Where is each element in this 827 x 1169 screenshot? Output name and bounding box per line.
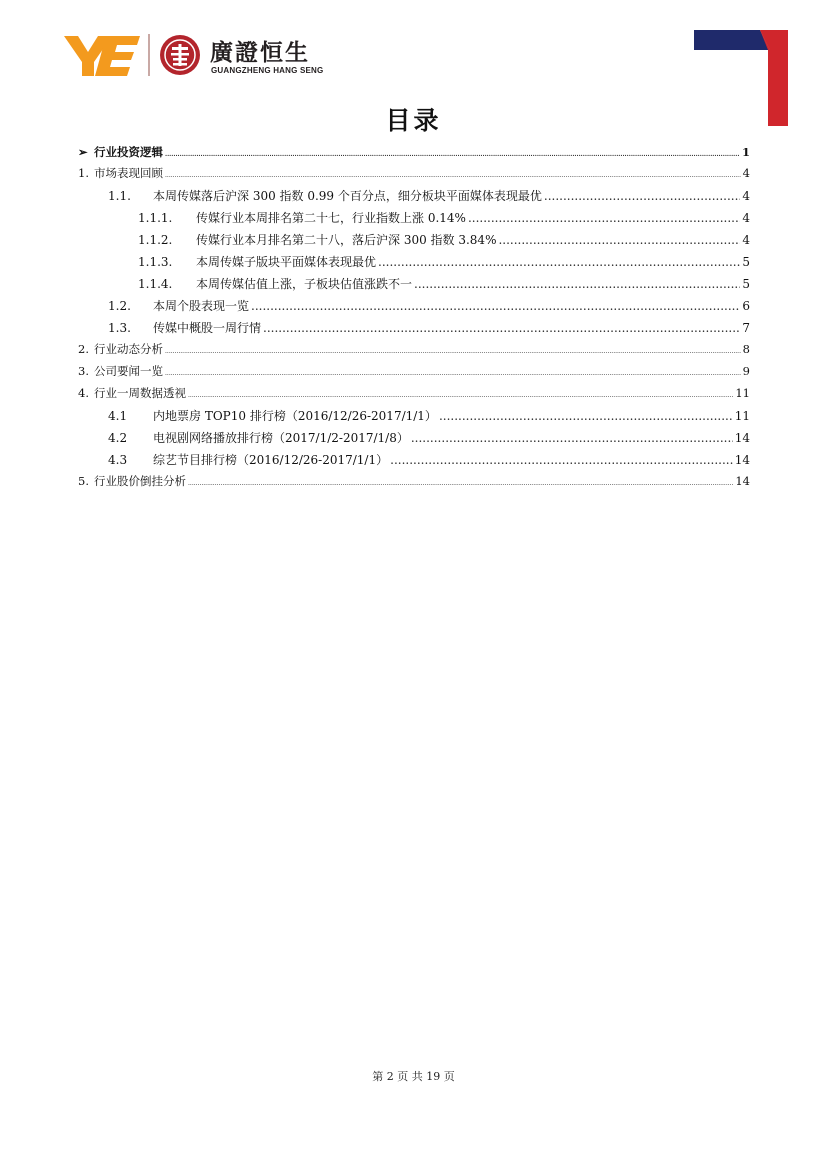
toc-leader-dots bbox=[165, 151, 740, 158]
toc-entry[interactable] bbox=[138, 253, 750, 270]
toc-entry-number: 1.1.4. bbox=[138, 277, 173, 291]
toc-entry-page: 9 bbox=[742, 364, 750, 378]
toc-entry[interactable] bbox=[108, 319, 750, 336]
toc-leader-dots bbox=[263, 321, 740, 335]
toc-entry-number: 1. bbox=[78, 166, 89, 180]
toc-entry[interactable] bbox=[108, 297, 750, 314]
toc-entry-page: 11 bbox=[735, 386, 750, 400]
toc-entry-title: 行业投资逻辑 bbox=[94, 145, 163, 159]
toc-entry[interactable] bbox=[108, 187, 750, 204]
toc-leader-dots bbox=[468, 211, 740, 225]
toc-leader-dots bbox=[188, 392, 733, 399]
toc-entry-page: 7 bbox=[742, 321, 750, 335]
toc-entry-title: 公司要闻一览 bbox=[94, 364, 163, 378]
seal-glyph-icon bbox=[160, 35, 200, 75]
toc-entry-number: 1.1.3. bbox=[138, 255, 173, 269]
toc-entry-title: 传媒行业本周排名第二十七，行业指数上涨 0.14% bbox=[196, 211, 466, 225]
toc-entry[interactable] bbox=[138, 209, 750, 226]
toc-entry-page: 4 bbox=[742, 211, 750, 225]
toc-leader-dots bbox=[414, 277, 740, 291]
toc-entry-title: 内地票房 TOP10 排行榜（2016/12/26-2017/1/1） bbox=[153, 409, 437, 423]
logo-english-name: GUANGZHENG HANG SENG bbox=[211, 66, 324, 75]
toc-entry-number: 5. bbox=[78, 474, 89, 488]
toc-entry[interactable] bbox=[78, 341, 750, 357]
toc-leader-dots bbox=[165, 172, 741, 179]
toc-entry[interactable] bbox=[78, 363, 750, 379]
toc-entry-page: 1 bbox=[741, 145, 750, 159]
toc-entry-number: 1.3. bbox=[108, 321, 131, 335]
toc-entry[interactable] bbox=[108, 451, 750, 468]
toc-title: 目录 bbox=[385, 106, 442, 135]
toc-entry[interactable] bbox=[78, 473, 750, 489]
toc-leader-dots bbox=[165, 348, 741, 355]
logo-divider bbox=[148, 34, 150, 76]
toc-entry-title: 行业股价倒挂分析 bbox=[94, 474, 186, 488]
company-logo bbox=[62, 32, 352, 80]
toc-entry-page: 6 bbox=[742, 299, 750, 313]
toc-entry-title: 传媒行业本月排名第二十八，落后沪深 300 指数 3.84% bbox=[196, 233, 497, 247]
toc-entry-page: 11 bbox=[734, 409, 750, 423]
toc-entry-title: 本周个股表现一览 bbox=[153, 299, 250, 313]
toc-entry[interactable] bbox=[138, 231, 750, 248]
toc-leader-dots bbox=[411, 431, 733, 445]
toc-entry-number: 4. bbox=[78, 386, 89, 400]
toc-leader-dots bbox=[378, 255, 740, 269]
toc-entry-number: 4.3 bbox=[108, 453, 128, 467]
toc-entry-title: 行业一周数据透视 bbox=[94, 386, 186, 400]
toc-entry-title: 电视剧网络播放排行榜（2017/1/2-2017/1/8） bbox=[153, 431, 409, 445]
toc-entry-number: 1.1.1. bbox=[138, 211, 173, 225]
toc-leader-dots bbox=[165, 370, 741, 377]
toc-entry-number: 1.1. bbox=[108, 189, 131, 203]
toc-entry-title: 传媒中概股一周行情 bbox=[153, 321, 262, 335]
toc-leader-dots bbox=[390, 453, 733, 467]
toc-entry[interactable] bbox=[78, 144, 750, 160]
toc-entry-number: ➢ bbox=[78, 145, 88, 159]
toc-entry-number: 1.2. bbox=[108, 299, 131, 313]
toc-entry-page: 14 bbox=[735, 474, 750, 488]
toc-entry[interactable] bbox=[108, 407, 750, 424]
toc-entry-title: 本周传媒落后沪深 300 指数 0.99 个百分点，细分板块平面媒体表现最优 bbox=[153, 189, 542, 203]
toc-entry-page: 4 bbox=[742, 233, 750, 247]
toc-leader-dots bbox=[498, 233, 740, 247]
toc-entry[interactable] bbox=[78, 165, 750, 181]
toc-entry[interactable] bbox=[78, 385, 750, 401]
toc-entry-page: 14 bbox=[734, 431, 750, 445]
toc-leader-dots bbox=[188, 480, 733, 487]
toc-entry-page: 14 bbox=[734, 453, 750, 467]
toc-entry-title: 本周传媒子版块平面媒体表现最优 bbox=[196, 255, 377, 269]
toc-entry-page: 4 bbox=[742, 166, 750, 180]
page-footer: 第 2 页 共 19 页 bbox=[372, 1070, 455, 1083]
toc-entry-page: 5 bbox=[742, 277, 750, 291]
toc-leader-dots bbox=[439, 409, 733, 423]
toc-entry-title: 市场表现回顾 bbox=[94, 166, 163, 180]
toc-entry-number: 2. bbox=[78, 342, 89, 356]
toc-entry-title: 综艺节目排行榜（2016/12/26-2017/1/1） bbox=[153, 453, 389, 467]
toc-entry[interactable] bbox=[108, 429, 750, 446]
toc-entry-page: 8 bbox=[742, 342, 750, 356]
logo-chinese-name: 廣證恒生 bbox=[210, 40, 310, 66]
toc-entry-title: 本周传媒估值上涨，子板块估值涨跌不一 bbox=[196, 277, 413, 291]
ye-logo-icon bbox=[62, 32, 142, 78]
toc-leader-dots bbox=[544, 189, 740, 203]
toc-entry-number: 1.1.2. bbox=[138, 233, 173, 247]
toc-entry-number: 4.1 bbox=[108, 409, 128, 423]
toc-entry-page: 5 bbox=[742, 255, 750, 269]
toc-entry-number: 4.2 bbox=[108, 431, 128, 445]
toc-entry-page: 4 bbox=[742, 189, 750, 203]
toc-entry[interactable] bbox=[138, 275, 750, 292]
toc-entry-number: 3. bbox=[78, 364, 89, 378]
toc-leader-dots bbox=[251, 299, 740, 313]
toc-entry-title: 行业动态分析 bbox=[94, 342, 163, 356]
